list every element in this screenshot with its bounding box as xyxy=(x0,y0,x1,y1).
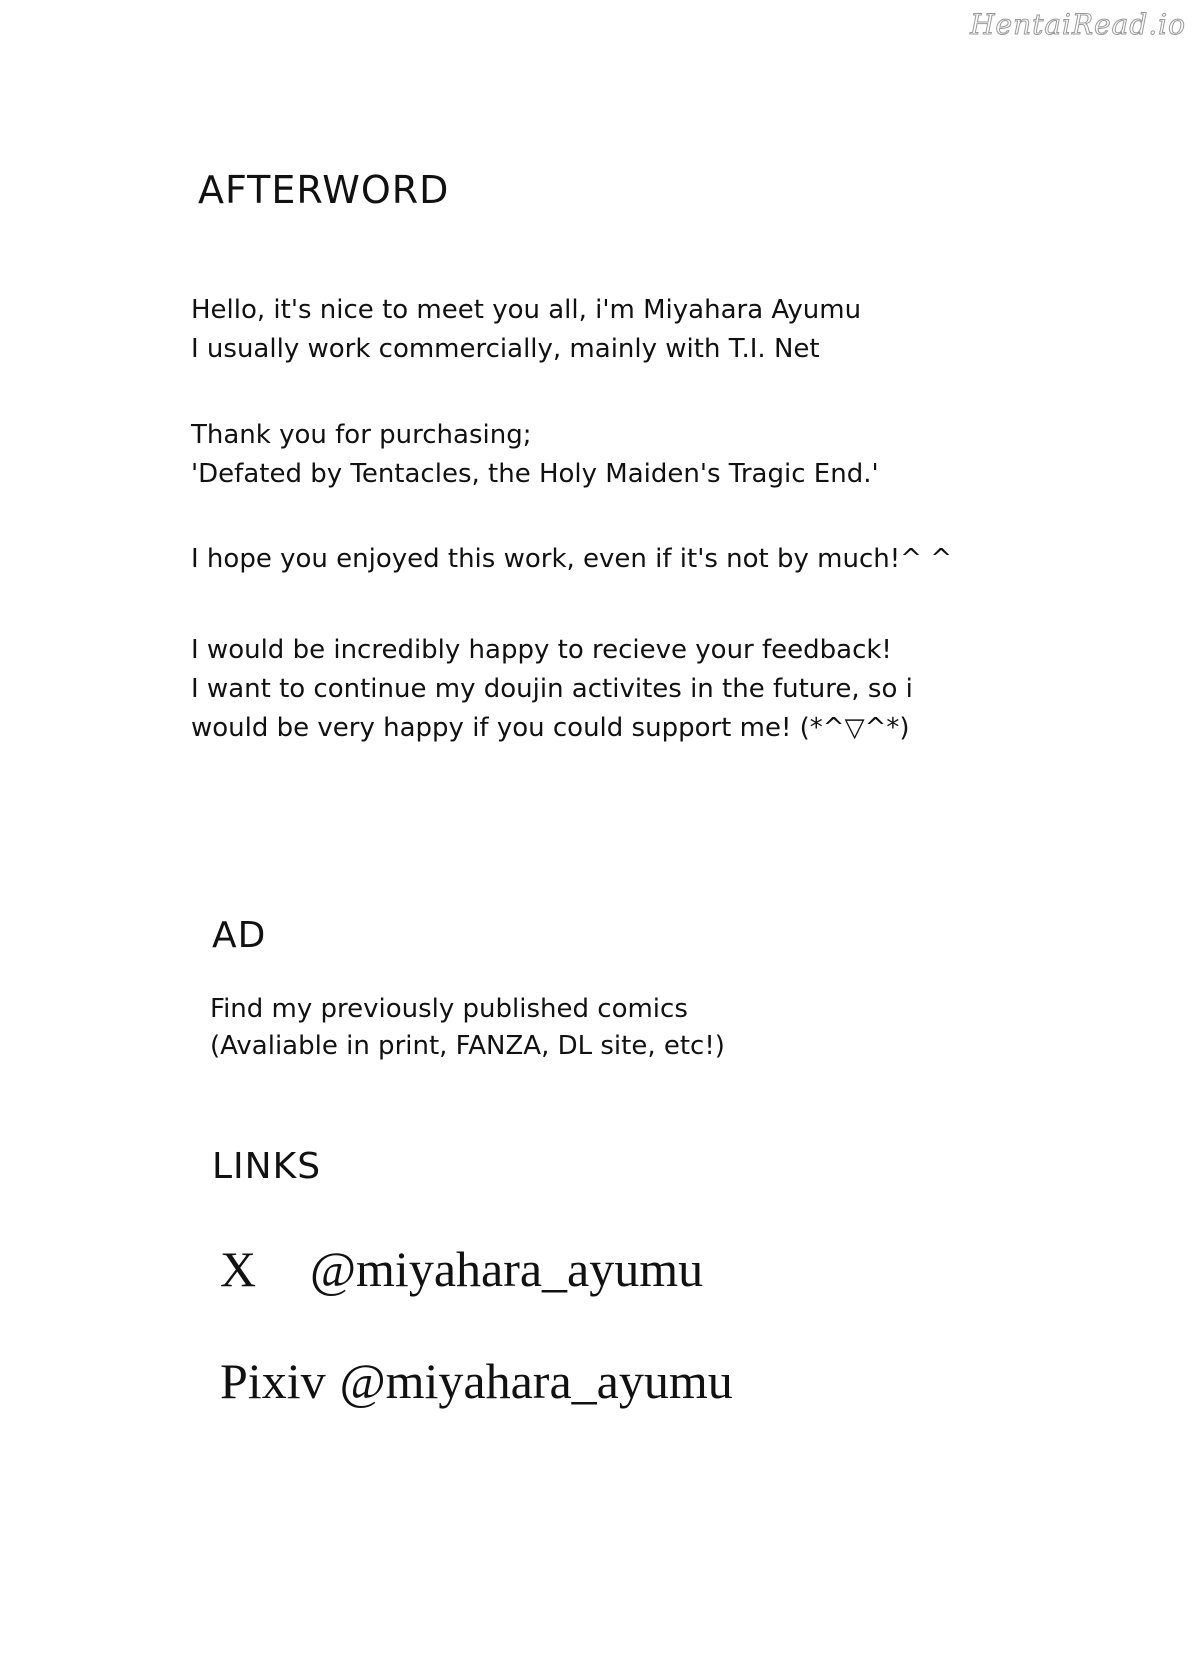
watermark-logo: HentaiRead.io xyxy=(970,8,1186,41)
afterword-paragraph-hope xyxy=(191,540,952,579)
links-heading: LINKS xyxy=(212,1146,322,1187)
text-line: I would be incredibly happy to recieve your feedback! xyxy=(191,635,892,665)
afterword-paragraph-feedback xyxy=(191,631,913,748)
link-pixiv xyxy=(220,1352,733,1410)
afterword-heading: AFTERWORD xyxy=(198,168,450,212)
link-x-label: X xyxy=(220,1241,257,1297)
ad-heading: AD xyxy=(212,915,267,956)
link-x xyxy=(220,1240,703,1298)
text-line: Thank you for purchasing; xyxy=(191,420,532,450)
afterword-paragraph-intro xyxy=(191,291,861,369)
text-line: Hello, it's nice to meet you all, i'm Miyahara Ayumu xyxy=(191,295,862,325)
ad-description xyxy=(210,991,725,1065)
text-line: 'Defated by Tentacles, the Holy Maiden's Tragic End.' xyxy=(191,459,879,489)
afterword-paragraph-thanks xyxy=(191,416,879,494)
text-line: would be very happy if you could support me! (*^▽^*) xyxy=(191,713,910,743)
link-pixiv-handle: @miyahara_ayumu xyxy=(339,1353,733,1409)
link-x-handle: @miyahara_ayumu xyxy=(310,1241,704,1297)
text-line: (Avaliable in print, FANZA, DL site, etc!) xyxy=(210,1031,725,1061)
text-line: Find my previously published comics xyxy=(210,994,688,1024)
text-line: I want to continue my doujin activites in the future, so i xyxy=(191,674,913,704)
text-line: I usually work commercially, mainly with T.I. Net xyxy=(191,334,820,364)
text-line: I hope you enjoyed this work, even if it's not by much!^ ^ xyxy=(191,544,953,574)
link-pixiv-label: Pixiv xyxy=(220,1353,326,1409)
